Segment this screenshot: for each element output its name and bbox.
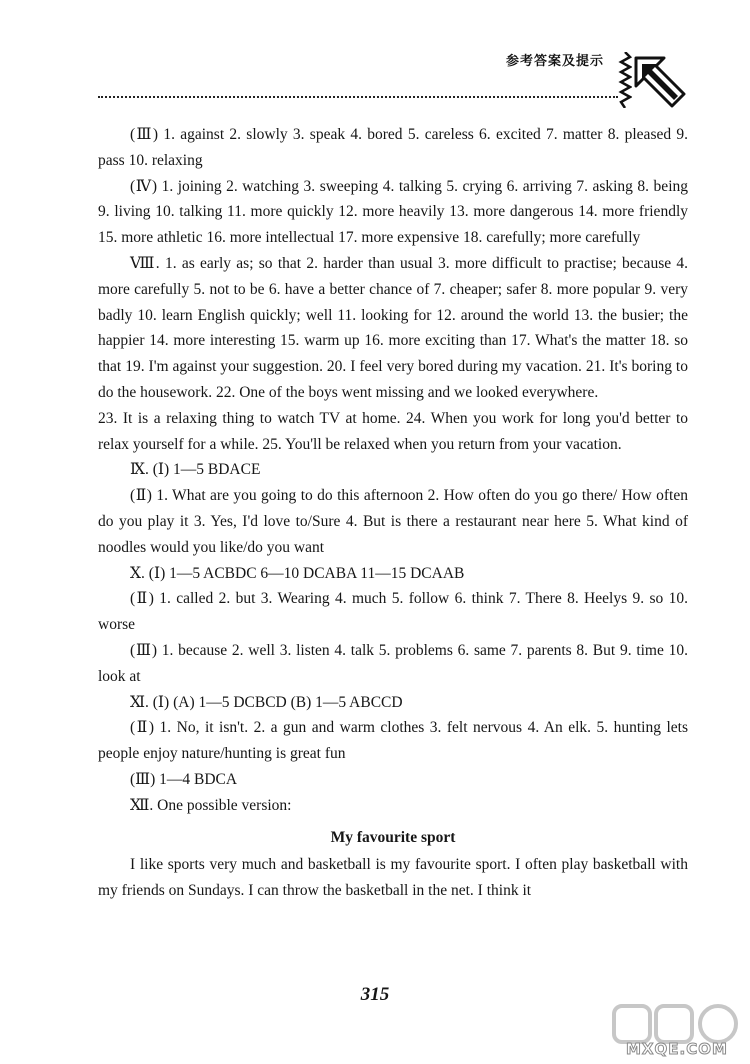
answer-section: Ⅷ. 1. as early as; so that 2. harder than usual 3. more difficult to practise; because 4. more carefully 5. not to be 6. have a better chance of 7. cheaper; safer 8. more popular 9. very badly 10. learn English quickly; well 11. looking for 12. around the world 13. the busier; the happier 14. more interesting 15. warm up 16. more exciting than 17. What's the matter 18. so that 19. I'm against your suggestion. 20. I feel very bored during my vacation. 21. It's boring to do the housework. 22. One of the boys went missing and we looked everywhere. — [98, 254, 688, 401]
header-dotted-rule — [98, 96, 618, 98]
watermark-text: MXQE.COM — [626, 1040, 728, 1058]
answer-section: Ⅻ. One possible version: — [130, 796, 292, 814]
answer-section: (Ⅱ) 1. What are you going to do this afternoon 2. How often do you go there/ How often do you play it 3. Yes, I'd love to/Sure 4. But is there a restaurant near here 5. What kind of noodles would you like/do you want — [98, 487, 688, 556]
back-arrow-icon — [634, 56, 686, 108]
answer-section: Ⅺ. (Ⅰ) (A) 1—5 DCBCD (B) 1—5 ABCCD — [130, 693, 403, 711]
answer-section: (Ⅲ) 1. against 2. slowly 3. speak 4. bored 5. careless 6. excited 7. matter 8. pleased 9. pass 10. relaxing — [98, 126, 688, 169]
answer-section: Ⅸ. (Ⅰ) 1—5 BDACE — [130, 461, 261, 479]
answer-section: (Ⅲ) 1—4 BDCA — [130, 770, 238, 788]
page-number: 315 — [360, 984, 390, 1005]
answer-section: Ⅹ. (Ⅰ) 1—5 ACBDC 6—10 DCABA 11—15 DCAAB — [130, 564, 465, 582]
header-title: 参考答案及提示 — [506, 54, 605, 69]
answer-section: (Ⅲ) 1. because 2. well 3. listen 4. talk 5. problems 6. same 7. parents 8. But 9. time 10. look at — [98, 641, 688, 685]
answer-section: (Ⅳ) 1. joining 2. watching 3. sweeping 4. talking 5. crying 6. arriving 7. asking 8. being 9. living 10. talking 11. more quickly 12. more heavily 13. more dangerous 14. more friendly 15. more athletic 16. more intellectual 17. more expensive 18. carefully; more carefully — [98, 177, 688, 247]
answer-section: 23. It is a relaxing thing to watch TV at home. 24. When you work for long you'd better to relax yourself for a while. 25. You'll be relaxed when you return from your vacation. — [98, 409, 688, 453]
zigzag-decoration-icon — [618, 52, 632, 108]
essay-title: My favourite sport — [330, 828, 456, 846]
answer-section: (Ⅱ) 1. No, it isn't. 2. a gun and warm clothes 3. felt nervous 4. An elk. 5. hunting lets people enjoy nature/hunting is great fun — [98, 719, 688, 763]
answer-section: (Ⅱ) 1. called 2. but 3. Wearing 4. much 5. follow 6. think 7. There 8. Heelys 9. so 10. worse — [98, 590, 688, 634]
answer-content — [98, 122, 688, 904]
essay-paragraph: I like sports very much and basketball is my favourite sport. I often play basketball with my friends on Sundays. I can throw the basketball in the net. I think it — [98, 856, 688, 900]
